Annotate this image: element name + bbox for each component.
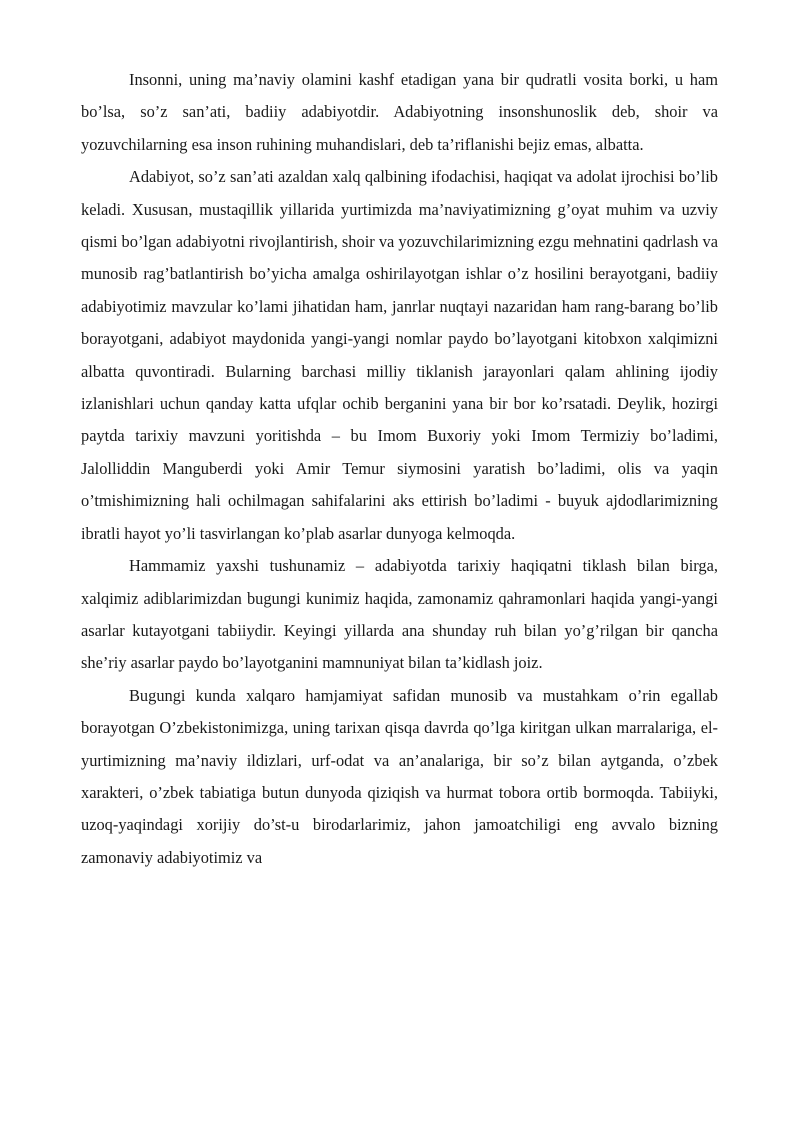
paragraph: Bugungi kunda xalqaro hamjamiyat safidan munosib va mustahkam o’rin egallab borayotgan O’zbekistonimizga, uning tarixan qisqa davrda qo’lga kiritgan ulkan marralariga, el-yurtimizning ma’naviy ildizlari, urf-odat va an’analariga, bir so’z bilan aytganda, o’zbek xarakteri, o’zbek tabiatiga butun dunyoda qiziqish va hurmat tobora ortib bormoqda. Tabiiyki, uzoq-yaqindagi xorijiy do’st-u birodarlarimiz, jahon jamoatchiligi eng avvalo bizning zamonaviy adabiyotimiz va (81, 685, 718, 867)
document-page (81, 64, 718, 874)
paragraph: Insonni, uning ma’naviy olamini kashf etadigan yana bir qudratli vosita borki, u ham bo’lsa, so’z san’ati, badiiy adabiyotdir. Adabiyotning insonshunoslik deb, shoir va yozuvchilarning esa inson ruhining muhandislari, deb ta’riflanishi bejiz emas, albatta. (81, 70, 718, 154)
paragraph: Adabiyot, so’z san’ati azaldan xalq qalbining ifodachisi, haqiqat va adolat ijrochisi bo’lib keladi. Xususan, mustaqillik yillarida yurtimizda ma’naviyatimizning g’oyat muhim va uzviy qismi bo’lgan adabiyotni rivojlantirish, shoir va yozuvchilarimizning ezgu mehnatini qadrlash va munosib rag’batlantirish bo’yicha amalga oshirilayotgan ishlar o’z hosilini berayotgani, badiiy adabiyotimiz mavzular ko’lami jihatidan ham, janrlar nuqtayi nazaridan ham rang-barang bo’lib borayotgani, adabiyot maydonida yangi-yangi nomlar paydo bo’layotgani kitobxon xalqimizni albatta quvontiradi. Bularning barchasi milliy tiklanish jarayonlari qalam ahlining ijodiy izlanishlari uchun qanday katta ufqlar ochib berganini yana bir bor ko’rsatadi. Deylik, hozirgi paytda tarixiy mavzuni yoritishda – bu Imom Buxoriy yoki Imom Termiziy bo’ladimi, Jalolliddin Manguberdi yoki Amir Temur siymosini yaratish bo’ladimi, olis va yaqin o’tmishimizning hali ochilmagan sahifalarini aks ettirish bo’ladimi - buyuk ajdodlarimizning ibratli hayot yo’li tasvirlangan ko’plab asarlar dunyoga kelmoqda. (81, 167, 718, 543)
paragraph: Hammamiz yaxshi tushunamiz – adabiyotda tarixiy haqiqatni tiklash bilan birga, xalqimiz adiblarimizdan bugungi kunimiz haqida, zamonamiz qahramonlari haqida yangi-yangi asarlar kutayotgani tabiiydir. Keyingi yillarda ana shunday ruh bilan yo’g’rilgan bir qancha she’riy asarlar paydo bo’layotganini mamnuniyat bilan ta’kidlash joiz. (81, 556, 718, 673)
